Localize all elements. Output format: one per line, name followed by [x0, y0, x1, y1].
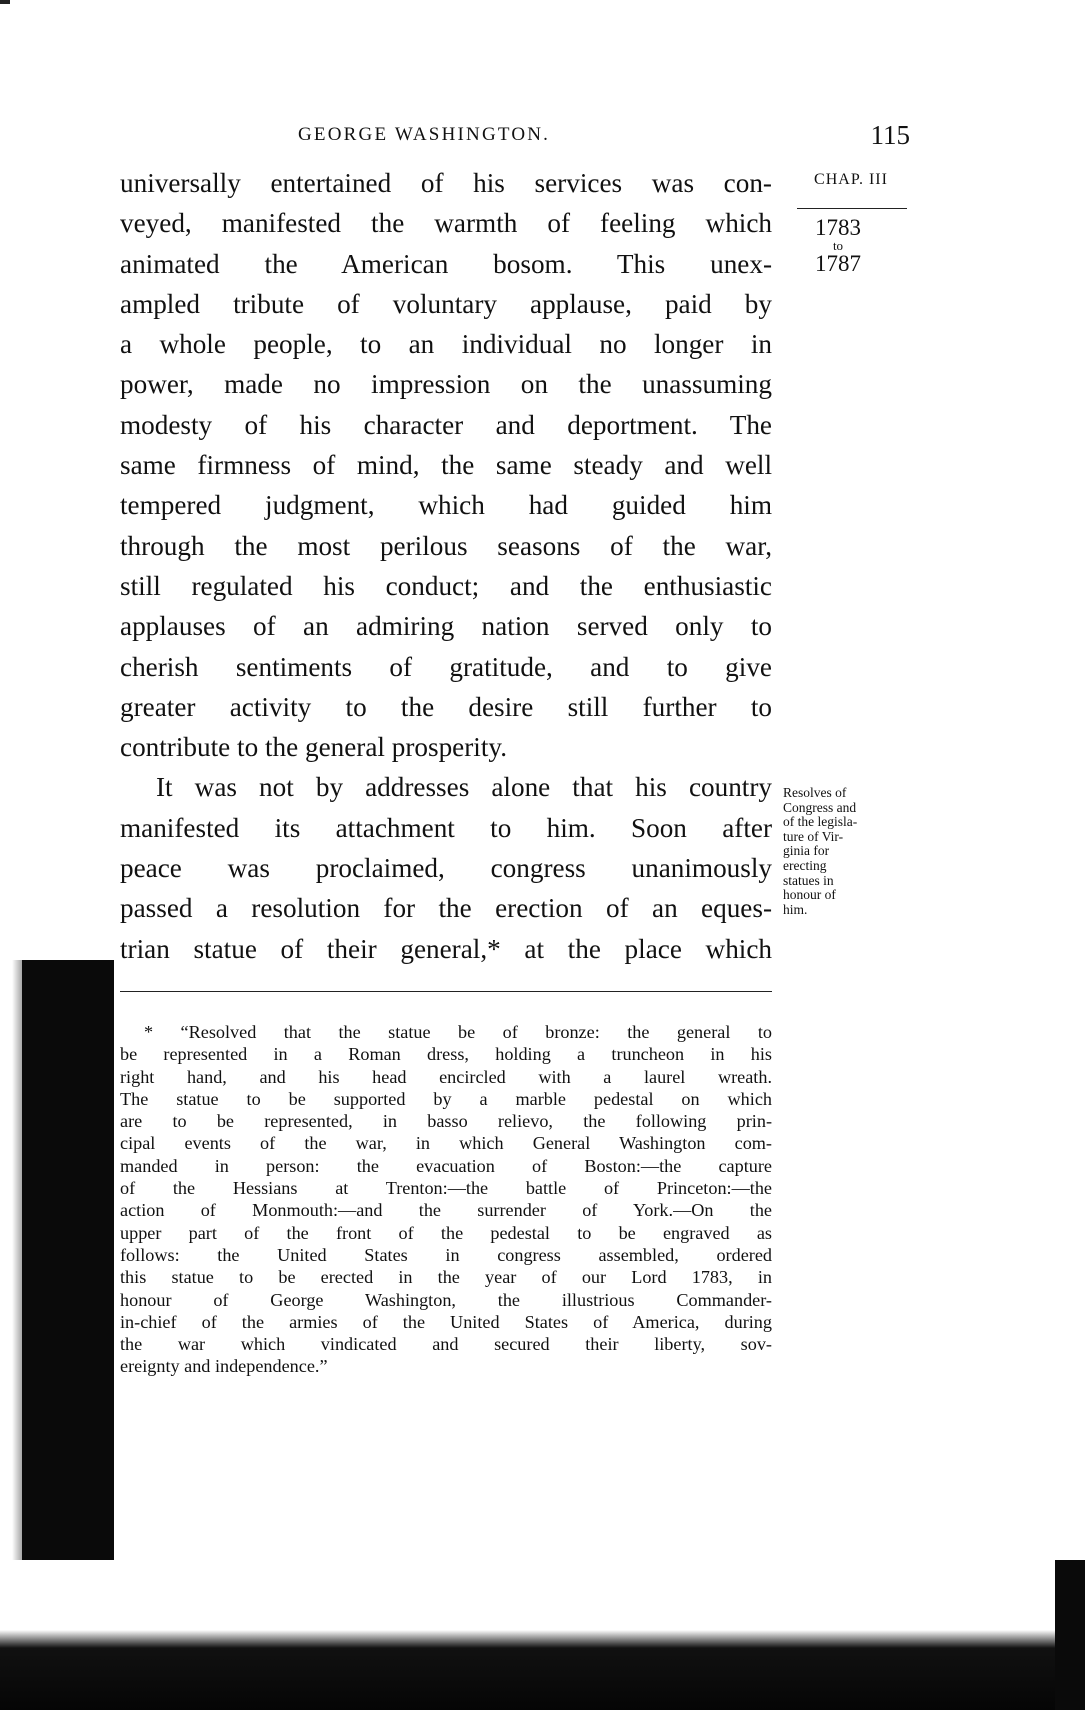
footnote-line: this statue to be erected in the year of our Lord 1783, in [120, 1267, 772, 1288]
text-line: same firmness of mind, the same steady and well [120, 450, 772, 481]
margin-note-line: of the legisla- [783, 814, 858, 830]
margin-note-line: honour of [783, 887, 836, 903]
scan-shadow-left [22, 960, 114, 1560]
footnote [120, 1021, 772, 1378]
margin-note-line: Resolves of [783, 785, 847, 800]
main-text [120, 163, 772, 969]
margin-note-line: ture of Vir- [783, 828, 844, 844]
footnote-line: manded in person: the evacuation of Boston:—the capture [120, 1155, 772, 1176]
footnote-line: * “Resolved that the statue be of bronze: the general to [144, 1022, 772, 1042]
margin-note-line: statues in [783, 872, 834, 888]
text-line: universally entertained of his services was con- [120, 168, 772, 198]
footnote-line: honour of George Washington, the illustrious Commander- [120, 1289, 772, 1310]
margin-note-line: ginia for [783, 843, 830, 859]
chapter-rule [797, 208, 907, 209]
text-line: contribute to the general prosperity. [120, 732, 508, 763]
text-line: manifested its attachment to him. Soon after [120, 812, 772, 843]
running-title: GEORGE WASHINGTON. [298, 124, 551, 145]
footnote-line: be represented in a Roman dress, holding a truncheon in his [120, 1044, 772, 1065]
footnote-line: ereignty and independence.” [120, 1356, 328, 1377]
year-range [808, 216, 868, 276]
margin-note-line: him. [783, 901, 808, 917]
footnote-line: follows: the United States in congress assembled, ordered [120, 1244, 772, 1265]
footnote-rule [120, 991, 772, 992]
running-head [120, 120, 910, 154]
margin-note-line: Congress and [783, 799, 857, 815]
footnote-line: cipal events of the war, in which General Washington com- [120, 1133, 772, 1154]
text-line: modesty of his character and deportment. The [120, 409, 772, 440]
chapter-label: CHAP. III [814, 171, 888, 188]
footnote-line: The statue to be supported by a marble pedestal on which [120, 1088, 772, 1109]
footnote-line: action of Monmouth:—and the surrender of York.—On the [120, 1200, 772, 1221]
scan-shadow-right [1055, 1560, 1085, 1710]
text-line: tempered judgment, which had guided him [120, 490, 772, 521]
scan-shadow-bottom [0, 1630, 1085, 1710]
text-line: cherish sentiments of gratitude, and to give [120, 651, 772, 682]
footnote-line: of the Hessians at Trenton:—the battle of Princeton:—the [120, 1178, 772, 1199]
text-line: animated the American bosom. This unex- [120, 248, 772, 279]
scan-corner-mark [0, 0, 10, 4]
page-number: 115 [870, 120, 910, 150]
text-line: passed a resolution for the erection of an eques- [120, 893, 772, 924]
text-line: veyed, manifested the warmth of feeling which [120, 208, 772, 239]
year-to: to [832, 238, 844, 253]
footnote-line: in-chief of the armies of the United States of America, during [120, 1311, 772, 1332]
text-line: power, made no impression on the unassuming [120, 369, 772, 400]
text-line: ampled tribute of voluntary applause, paid by [120, 288, 772, 319]
text-line: peace was proclaimed, congress unanimously [120, 853, 772, 884]
footnote-line: the war which vindicated and secured their liberty, sov- [120, 1334, 772, 1355]
footnote-line: upper part of the front of the pedestal to be engraved as [120, 1222, 772, 1243]
margin-note [783, 786, 908, 917]
text-line: It was not by addresses alone that his country [156, 772, 772, 803]
text-line: greater activity to the desire still further to [120, 691, 772, 722]
year-end: 1787 [815, 251, 861, 276]
margin-note-line: erecting [783, 857, 827, 873]
text-line: still regulated his conduct; and the enthusiastic [120, 570, 772, 601]
text-line: a whole people, to an individual no longer in [120, 329, 772, 360]
text-line: through the most perilous seasons of the war, [120, 530, 772, 561]
footnote-line: right hand, and his head encircled with a laurel wreath. [120, 1066, 772, 1087]
text-line: applauses of an admiring nation served only to [120, 611, 772, 642]
footnote-line: are to be represented, in basso relievo, the following prin- [120, 1111, 772, 1132]
year-start: 1783 [815, 215, 861, 240]
text-line: trian statue of their general,* at the place which [120, 933, 772, 964]
